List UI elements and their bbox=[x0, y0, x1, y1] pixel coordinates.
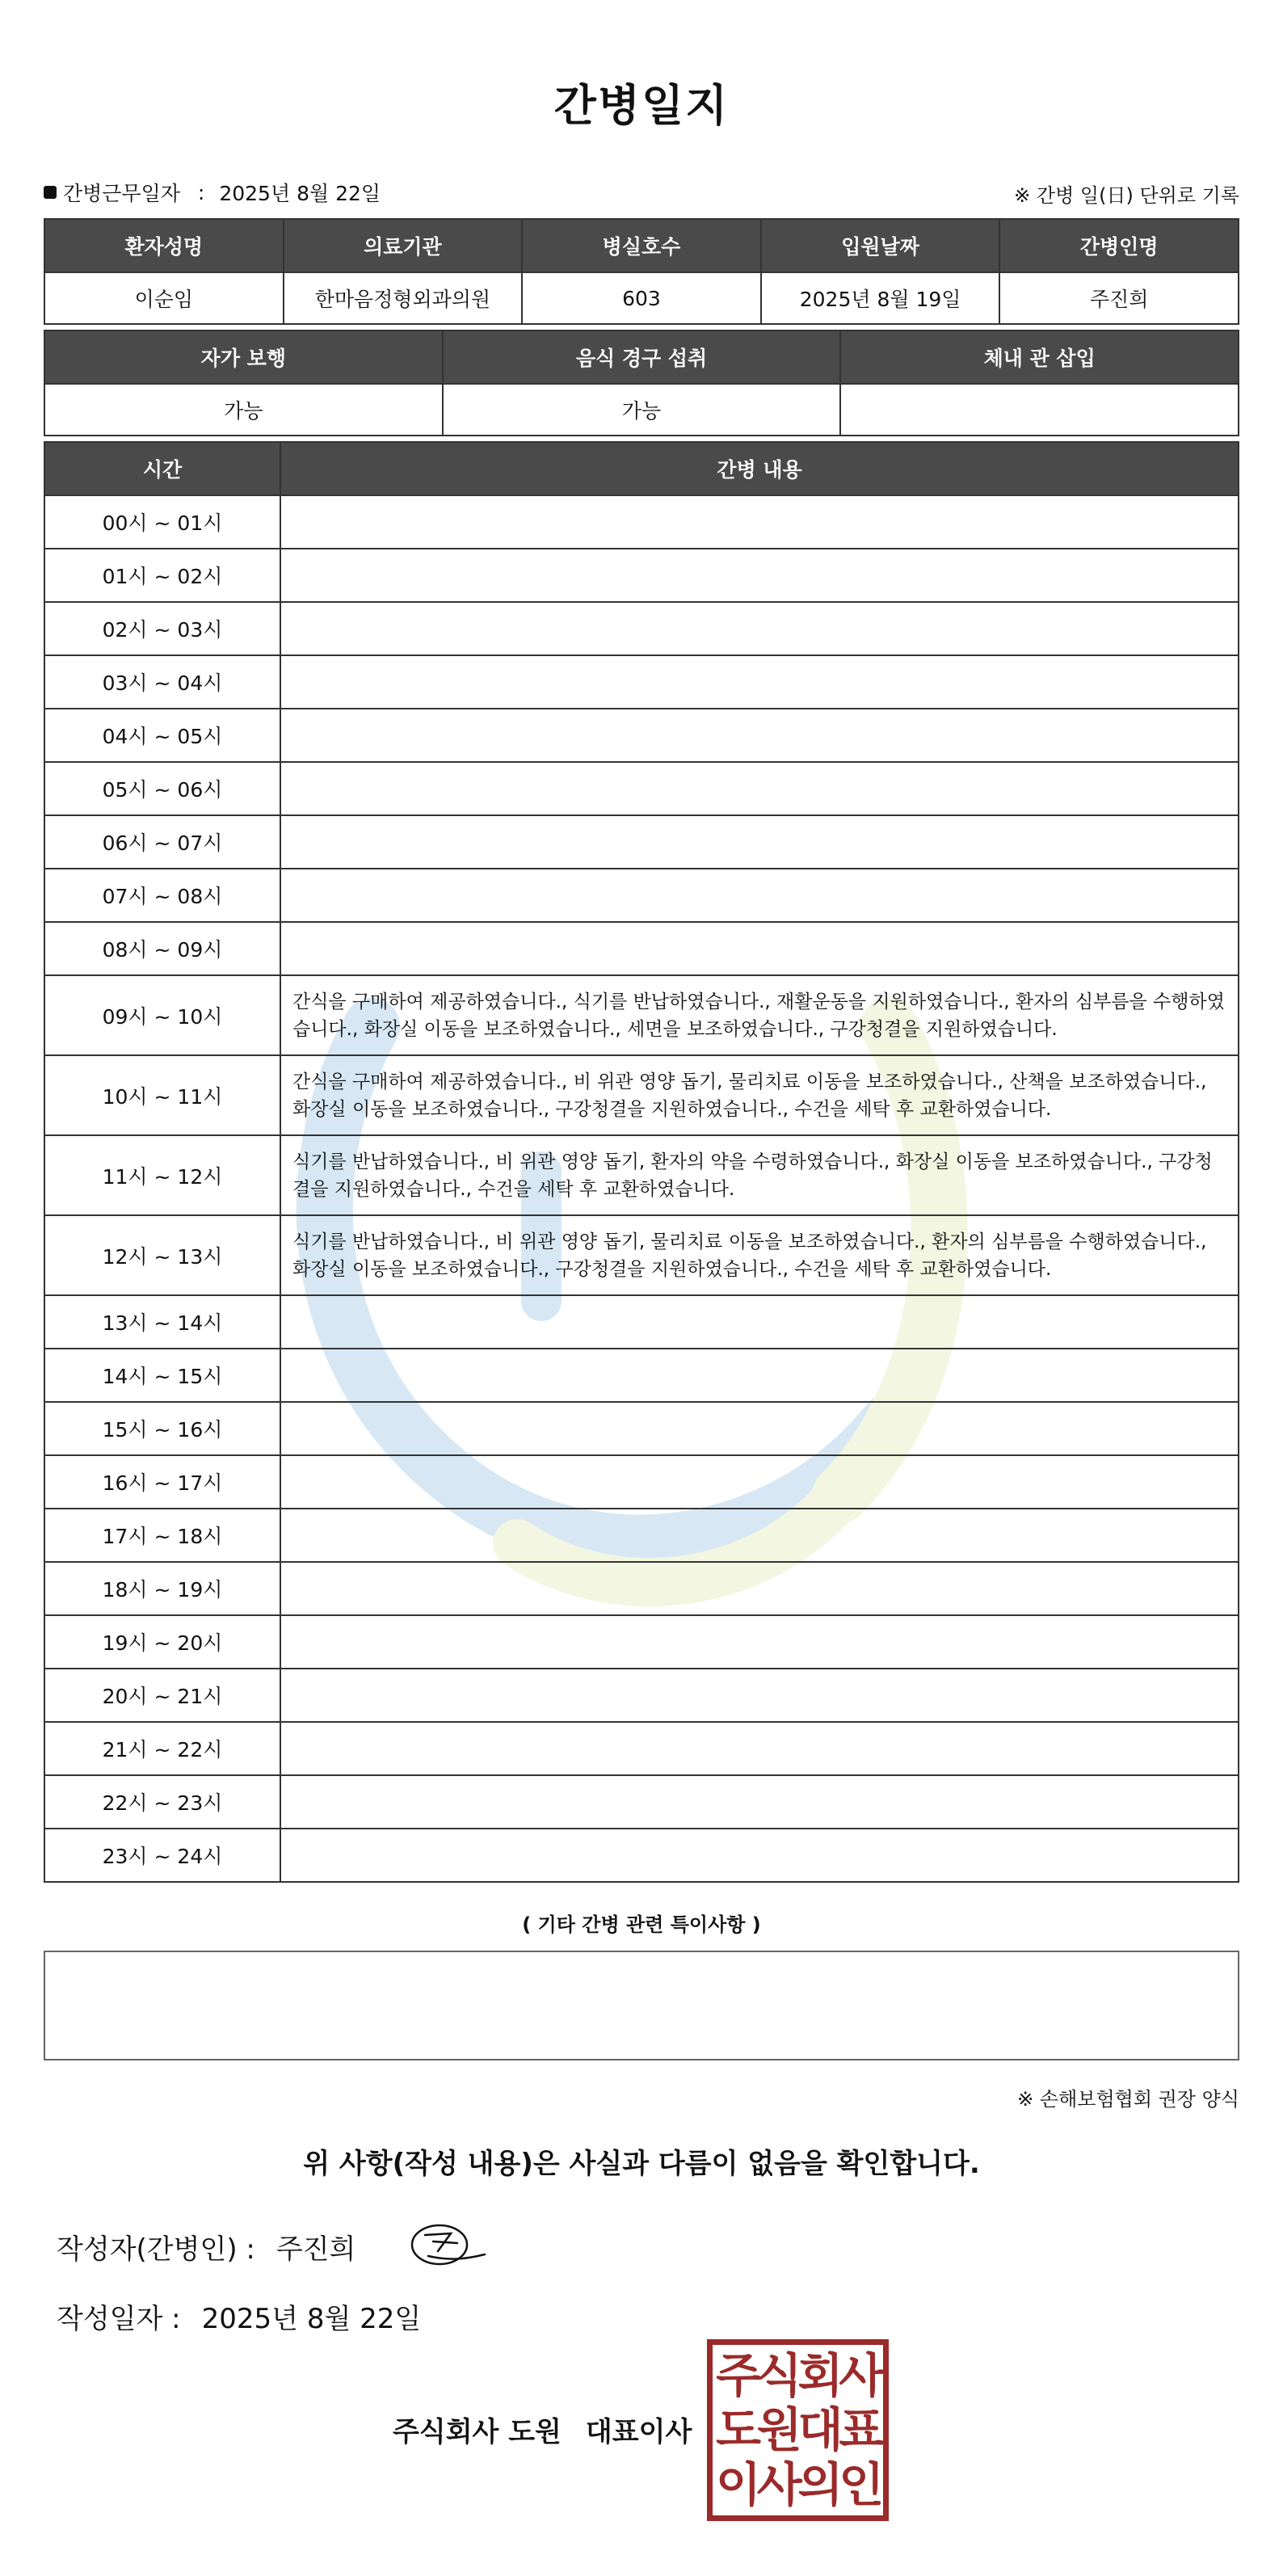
page-title: 간병일지 bbox=[553, 80, 730, 131]
recommend-note: ※ 손해보험협회 권장 양식 bbox=[1017, 2088, 1239, 2111]
content-cell: 간식을 구매하여 제공하였습니다., 식기를 반납하였습니다., 재활운동을 지원하였습니다., 환자의 심부름을 수행하였습니다., 화장실 이동을 보조하였습니다., 세면을 보조하였습니다., 구강청결을 지원하였습니다. bbox=[280, 975, 1239, 1055]
written-date-line bbox=[57, 2296, 421, 2336]
time-cell: 00시 ~ 01시 bbox=[44, 495, 280, 549]
writer-name: 주진희 bbox=[276, 2233, 356, 2266]
content-cell bbox=[280, 1349, 1239, 1402]
content-cell bbox=[280, 1722, 1239, 1775]
table-row bbox=[44, 1669, 1239, 1722]
content-cell bbox=[280, 1509, 1239, 1562]
content-cell bbox=[280, 922, 1239, 975]
header-tube: 체내 관 삽입 bbox=[840, 330, 1239, 384]
content-cell bbox=[280, 1562, 1239, 1615]
content-cell bbox=[280, 1775, 1239, 1829]
written-date-label: 작성일자 : bbox=[57, 2303, 181, 2335]
seal-char: 이 bbox=[716, 2457, 762, 2513]
admission-date: 2025년 8월 19일 bbox=[761, 272, 1000, 324]
notes-label: ( 기타 간병 관련 특이사항 ) bbox=[522, 1913, 761, 1936]
table-row bbox=[44, 762, 1239, 815]
signature bbox=[401, 2214, 490, 2279]
writer-label: 작성자(간병인) : bbox=[57, 2233, 255, 2266]
written-date-value: 2025년 8월 22일 bbox=[201, 2303, 422, 2335]
patient-info-value-row bbox=[44, 272, 1239, 324]
time-cell: 09시 ~ 10시 bbox=[44, 975, 280, 1055]
table-row bbox=[44, 1615, 1239, 1669]
table-row bbox=[44, 1562, 1239, 1615]
time-cell: 11시 ~ 12시 bbox=[44, 1135, 280, 1215]
work-date-group bbox=[44, 178, 381, 207]
time-cell: 16시 ~ 17시 bbox=[44, 1455, 280, 1509]
time-cell: 17시 ~ 18시 bbox=[44, 1509, 280, 1562]
time-cell: 12시 ~ 13시 bbox=[44, 1215, 280, 1295]
time-cell: 13시 ~ 14시 bbox=[44, 1295, 280, 1349]
work-date-separator: : bbox=[197, 180, 205, 204]
content-cell: 식기를 반납하였습니다., 비 위관 영양 돕기, 환자의 약을 수령하였습니다., 화장실 이동을 보조하였습니다., 구강청결을 지원하였습니다., 수건을 세탁 후 교환하였습니다. bbox=[280, 1135, 1239, 1215]
time-cell: 18시 ~ 19시 bbox=[44, 1562, 280, 1615]
table-row bbox=[44, 602, 1239, 655]
company-name: 주식회사 도원 bbox=[393, 2416, 562, 2448]
company-line bbox=[393, 2410, 692, 2449]
content-cell bbox=[280, 602, 1239, 655]
header-time: 시간 bbox=[44, 442, 280, 495]
seal-char: 원 bbox=[756, 2402, 802, 2458]
time-cell: 15시 ~ 16시 bbox=[44, 1402, 280, 1455]
table-row bbox=[44, 1295, 1239, 1349]
time-cell: 06시 ~ 07시 bbox=[44, 815, 280, 869]
seal-char: 사 bbox=[839, 2347, 885, 2403]
table-row bbox=[44, 1509, 1239, 1562]
patient-info-table bbox=[44, 218, 1239, 325]
patient-name: 이순임 bbox=[44, 272, 284, 324]
seal-char: 식 bbox=[756, 2347, 802, 2403]
seal-char: 대 bbox=[797, 2402, 843, 2458]
content-cell bbox=[280, 869, 1239, 922]
header-oral-intake: 음식 경구 섭취 bbox=[443, 330, 841, 384]
table-row bbox=[44, 1775, 1239, 1829]
company-seal bbox=[707, 2339, 889, 2521]
seal-char: 인 bbox=[839, 2457, 885, 2513]
table-row bbox=[44, 709, 1239, 762]
content-cell bbox=[280, 1295, 1239, 1349]
header-hospital: 의료기관 bbox=[284, 219, 523, 272]
time-cell: 02시 ~ 03시 bbox=[44, 602, 280, 655]
table-row bbox=[44, 1722, 1239, 1775]
table-row bbox=[44, 922, 1239, 975]
square-bullet-icon bbox=[44, 186, 57, 199]
content-cell: 식기를 반납하였습니다., 비 위관 영양 돕기, 물리치료 이동을 보조하였습니다., 환자의 심부름을 수행하였습니다., 화장실 이동을 보조하였습니다., 구강청결을 지원하였습니다., 수건을 세탁 후 교환하였습니다. bbox=[280, 1215, 1239, 1295]
header-care-content: 간병 내용 bbox=[280, 442, 1239, 495]
time-cell: 20시 ~ 21시 bbox=[44, 1669, 280, 1722]
table-row bbox=[44, 1349, 1239, 1402]
content-cell bbox=[280, 495, 1239, 549]
seal-char: 의 bbox=[797, 2457, 843, 2513]
oral-intake-status: 가능 bbox=[443, 384, 841, 436]
time-cell: 01시 ~ 02시 bbox=[44, 549, 280, 602]
table-row bbox=[44, 1135, 1239, 1215]
time-cell: 05시 ~ 06시 bbox=[44, 762, 280, 815]
header-admission-date: 입원날짜 bbox=[761, 219, 1000, 272]
content-cell bbox=[280, 762, 1239, 815]
care-log-header-row bbox=[44, 442, 1239, 495]
table-row bbox=[44, 815, 1239, 869]
table-row bbox=[44, 1215, 1239, 1295]
walking-status: 가능 bbox=[44, 384, 443, 436]
time-cell: 03시 ~ 04시 bbox=[44, 655, 280, 709]
time-cell: 10시 ~ 11시 bbox=[44, 1055, 280, 1135]
time-cell: 08시 ~ 09시 bbox=[44, 922, 280, 975]
work-date-label: 간병근무일자 bbox=[63, 182, 180, 205]
seal-char: 도 bbox=[716, 2402, 762, 2458]
table-row bbox=[44, 549, 1239, 602]
confirmation-statement: 위 사항(작성 내용)은 사실과 다름이 없음을 확인합니다. bbox=[303, 2148, 980, 2180]
content-cell bbox=[280, 1829, 1239, 1882]
time-cell: 04시 ~ 05시 bbox=[44, 709, 280, 762]
seal-char: 회 bbox=[797, 2347, 843, 2403]
table-row bbox=[44, 655, 1239, 709]
room-number: 603 bbox=[522, 272, 761, 324]
time-cell: 14시 ~ 15시 bbox=[44, 1349, 280, 1402]
caregiver-name: 주진희 bbox=[999, 272, 1239, 324]
content-cell bbox=[280, 1615, 1239, 1669]
meta-row bbox=[44, 178, 1239, 210]
unit-note: ※ 간병 일(日) 단위로 기록 bbox=[1014, 184, 1239, 207]
time-cell: 21시 ~ 22시 bbox=[44, 1722, 280, 1775]
content-cell bbox=[280, 709, 1239, 762]
seal-char: 사 bbox=[756, 2457, 802, 2513]
header-room: 병실호수 bbox=[522, 219, 761, 272]
content-cell bbox=[280, 655, 1239, 709]
content-cell bbox=[280, 1402, 1239, 1455]
representative-title: 대표이사 bbox=[585, 2416, 692, 2448]
patient-info-header-row bbox=[44, 219, 1239, 272]
time-cell: 22시 ~ 23시 bbox=[44, 1775, 280, 1829]
table-row bbox=[44, 975, 1239, 1055]
hospital-name: 한마음정형외과의원 bbox=[284, 272, 523, 324]
time-cell: 19시 ~ 20시 bbox=[44, 1615, 280, 1669]
content-cell bbox=[280, 1669, 1239, 1722]
content-cell bbox=[280, 1455, 1239, 1509]
header-patient-name: 환자성명 bbox=[44, 219, 284, 272]
table-row bbox=[44, 495, 1239, 549]
content-cell: 간식을 구매하여 제공하였습니다., 비 위관 영양 돕기, 물리치료 이동을 보조하였습니다., 산책을 보조하였습니다., 화장실 이동을 보조하였습니다., 구강청결을 지원하였습니다., 수건을 세탁 후 교환하였습니다. bbox=[280, 1055, 1239, 1135]
table-row bbox=[44, 1055, 1239, 1135]
table-row bbox=[44, 1402, 1239, 1455]
table-row bbox=[44, 869, 1239, 922]
notes-box bbox=[44, 1951, 1239, 2060]
header-caregiver: 간병인명 bbox=[999, 219, 1239, 272]
time-cell: 23시 ~ 24시 bbox=[44, 1829, 280, 1882]
content-cell bbox=[280, 549, 1239, 602]
work-date-value: 2025년 8월 22일 bbox=[219, 182, 381, 205]
status-header-row bbox=[44, 330, 1239, 384]
content-cell bbox=[280, 815, 1239, 869]
table-row bbox=[44, 1829, 1239, 1882]
tube-status bbox=[840, 384, 1239, 436]
header-walking: 자가 보행 bbox=[44, 330, 443, 384]
status-table bbox=[44, 330, 1239, 436]
care-log-table bbox=[44, 441, 1239, 1883]
status-value-row bbox=[44, 384, 1239, 436]
writer-line bbox=[57, 2227, 355, 2267]
seal-char: 주 bbox=[716, 2347, 762, 2403]
table-row bbox=[44, 1455, 1239, 1509]
seal-char: 표 bbox=[839, 2402, 885, 2458]
time-cell: 07시 ~ 08시 bbox=[44, 869, 280, 922]
